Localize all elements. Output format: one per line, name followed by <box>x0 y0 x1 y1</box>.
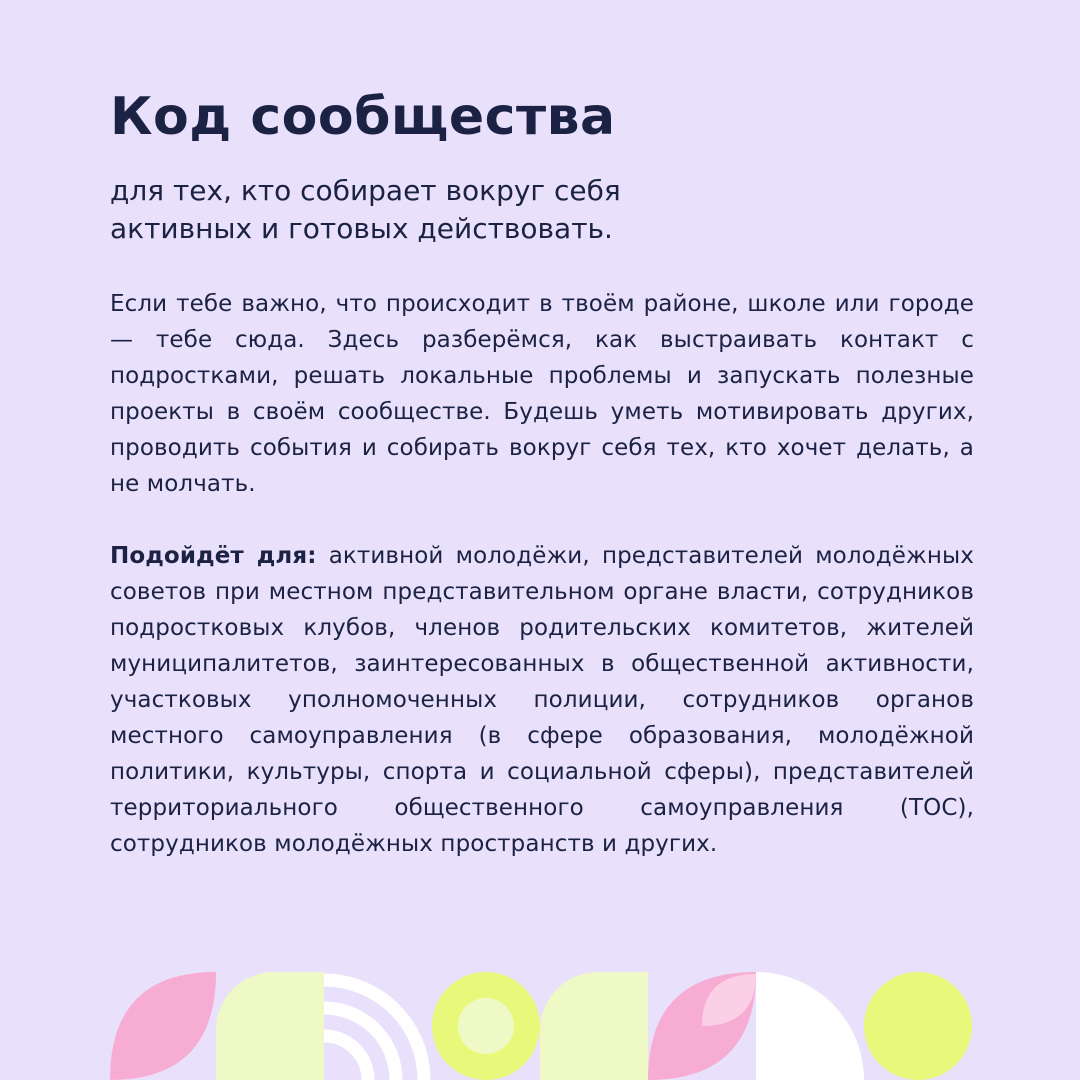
leaf-shape <box>648 972 756 1080</box>
ring-shape <box>432 972 540 1080</box>
decorative-shapes <box>0 960 1080 1080</box>
quarter-circle-shape <box>756 972 864 1080</box>
subtitle-line-2: активных и готовых действовать. <box>110 212 613 245</box>
quarter-circle-shape <box>216 972 324 1080</box>
quarter-circle-shape <box>540 972 648 1080</box>
page-title: Код сообщества <box>110 87 616 147</box>
leaf-shape <box>110 972 216 1080</box>
audience-paragraph <box>110 538 974 862</box>
subtitle-line-1: для тех, кто собирает вокруг себя <box>110 174 621 207</box>
subtitle <box>110 172 810 248</box>
description-paragraph: Если тебе важно, что происходит в твоём районе, школе или городе — тебе сюда. Здесь разберёмся, как выстраивать контакт с подростками, решать локальные проблемы и запускать полезные проекты в своём сообществе. Будешь уметь мотивировать других, проводить события и собирать вокруг себя тех, кто хочет делать, а не молчать. <box>110 291 974 497</box>
audience-label: Подойдёт для: <box>110 543 317 569</box>
audience-text: активной молодёжи, представителей молодёжных советов при местном представительном органе власти, сотрудников подростковых клубов, членов родительских комитетов, жителей муниципалитетов, заинтересованных в общественной активности, участковых уполномоченных полиции, сотрудников органов местного самоуправления (в сфере образования, молодёжной политики, культуры, спорта и социальной сферы), представителей территориального общественного самоуправления (ТОС), сотрудников молодёжных пространств и других. <box>110 543 974 857</box>
circle-shape <box>864 972 972 1080</box>
